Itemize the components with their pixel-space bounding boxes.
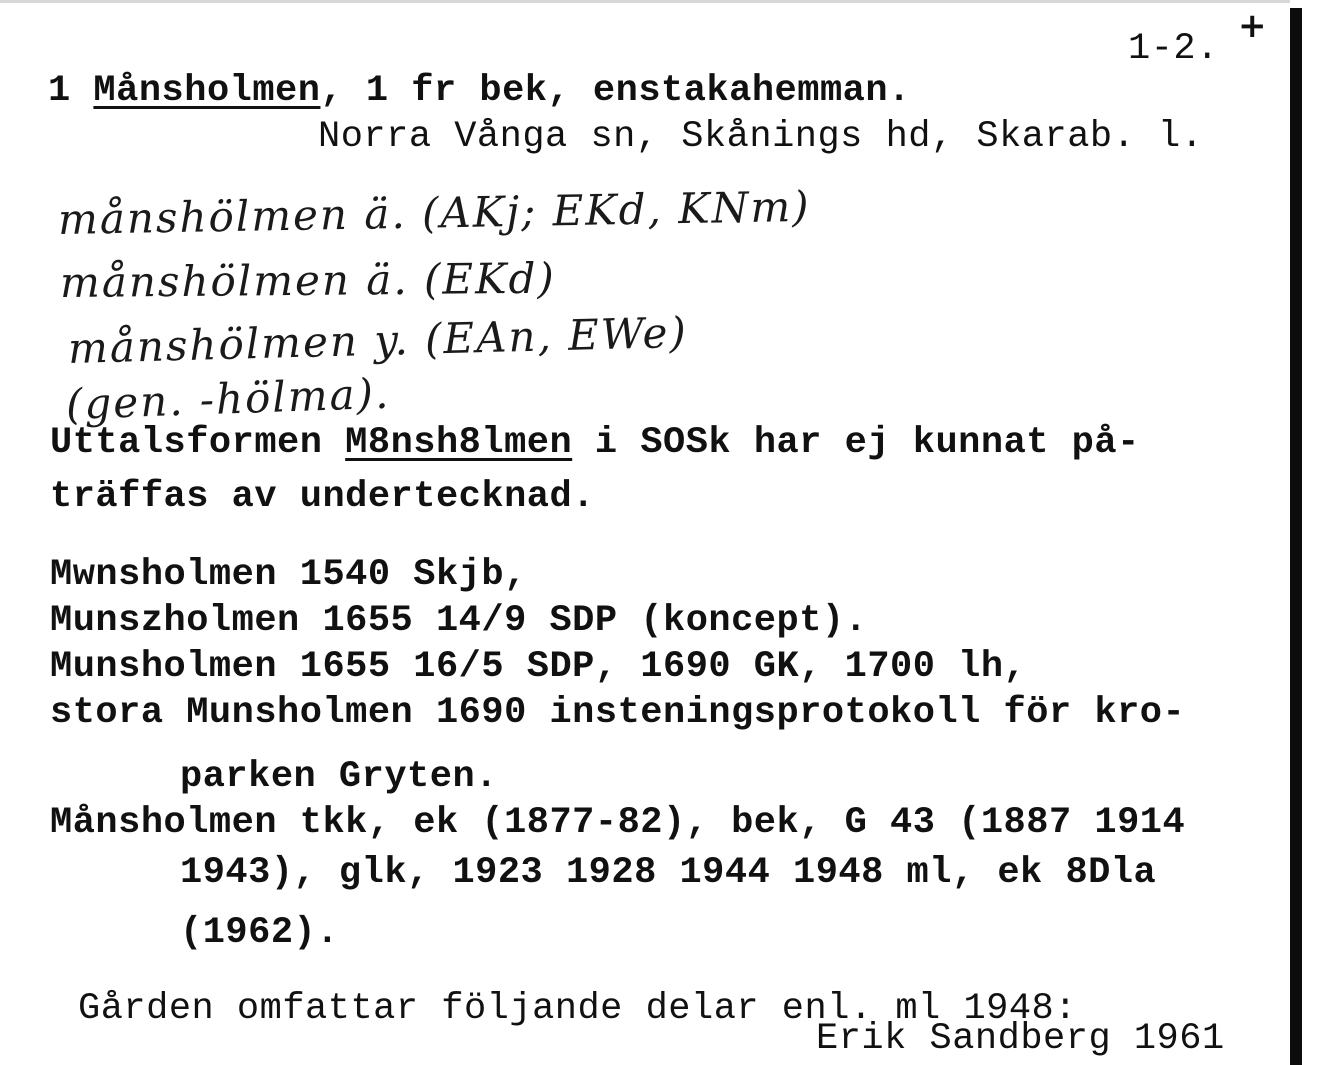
handwritten-line-2: månshölmen ä. (EKd) xyxy=(59,253,556,307)
heading-rest: , 1 fr bek, enstakahemman. xyxy=(320,70,911,112)
card-top-edge xyxy=(0,0,1290,3)
record-7: 1943), glk, 1923 1928 1944 1948 ml, ek 8Dla xyxy=(180,852,1157,894)
record-8: (1962). xyxy=(180,912,339,954)
record-4: stora Munsholmen 1690 insteningsprotokoll för kro- xyxy=(50,692,1186,734)
record-3: Munsholmen 1655 16/5 SDP, 1690 GK, 1700 lh, xyxy=(50,646,1027,688)
note-rest: i SOSk har ej kunnat på- xyxy=(572,422,1140,464)
note-line-1 xyxy=(50,422,1140,464)
footer-line: Gården omfattar följande delar enl. ml 1948: xyxy=(78,988,1077,1030)
signature: Erik Sandberg 1961 xyxy=(816,1018,1225,1060)
record-2: Munszholmen 1655 14/9 SDP (koncept). xyxy=(50,600,868,642)
corner-mark: + xyxy=(1238,6,1267,46)
handwritten-line-1: månshölmen ä. (AKj; EKd, KNm) xyxy=(57,181,811,244)
location-line: Norra Vånga sn, Skånings hd, Skarab. l. xyxy=(318,116,1204,158)
card-right-edge xyxy=(1290,8,1302,1065)
card-number: 1-2. xyxy=(1128,28,1219,70)
heading-name: Månsholmen xyxy=(93,70,321,112)
record-1: Mwnsholmen 1540 Skjb, xyxy=(50,554,527,596)
record-5: parken Gryten. xyxy=(180,756,498,798)
note-form: M8nsh8lmen xyxy=(345,422,573,464)
heading-prefix: 1 xyxy=(48,70,94,112)
note-prefix: Uttalsformen xyxy=(50,422,346,464)
handwritten-line-4: (gen. -hölma). xyxy=(65,368,392,429)
handwritten-line-3: månshölmen y. (EAn, EWe) xyxy=(67,307,689,373)
heading xyxy=(48,70,911,112)
note-line-2: träffas av undertecknad. xyxy=(50,476,595,518)
record-6: Månsholmen tkk, ek (1877-82), bek, G 43 (1887 1914 xyxy=(50,802,1186,844)
